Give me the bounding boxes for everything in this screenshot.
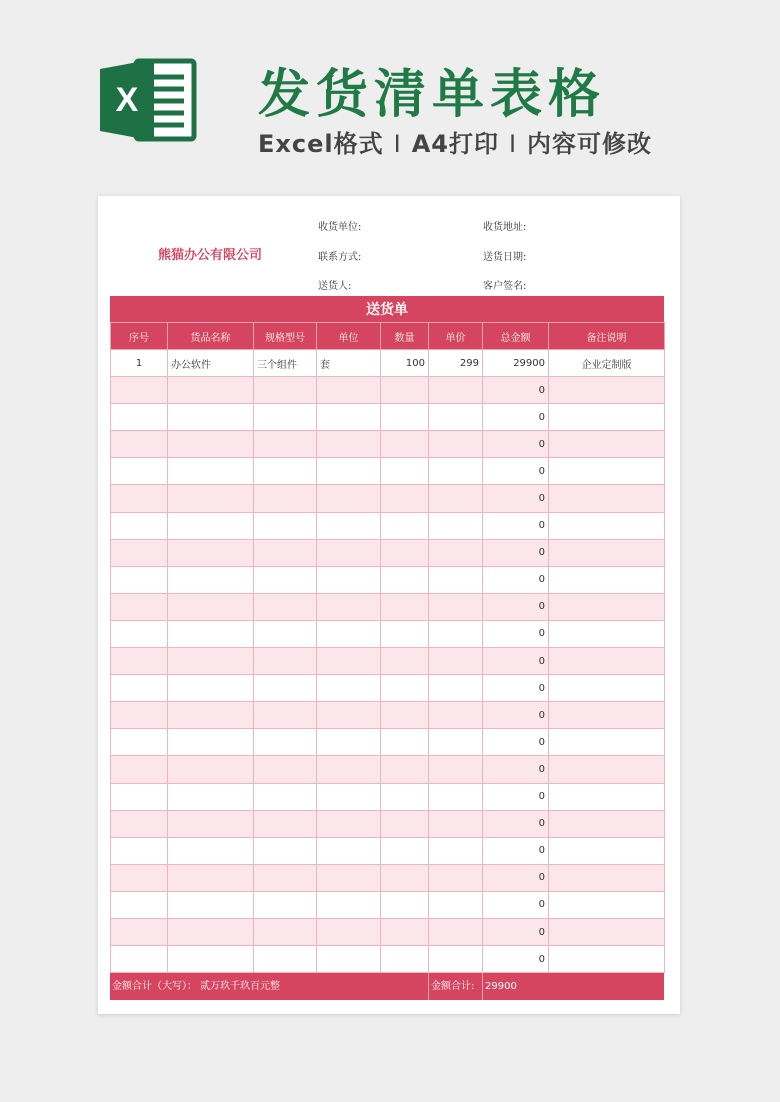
cell-unit-price[interactable] (429, 783, 483, 810)
column-header[interactable]: 货品名称 (168, 323, 254, 350)
subtitle-separator: I (393, 130, 402, 158)
cell-remark[interactable] (549, 729, 665, 756)
table-row (111, 783, 665, 810)
cell-unit-price[interactable] (429, 539, 483, 566)
cell-remark[interactable] (549, 458, 665, 485)
table-row (111, 377, 665, 404)
cell-quantity[interactable] (381, 648, 429, 675)
cell-spec[interactable] (254, 864, 317, 891)
cell-item-name[interactable] (168, 620, 254, 647)
cell-item-name[interactable] (168, 891, 254, 918)
cell-unit-price[interactable] (429, 810, 483, 837)
subtitle-format: Excel格式 (258, 130, 384, 158)
table-row (111, 539, 665, 566)
cell-index[interactable] (111, 431, 168, 458)
cell-remark[interactable] (549, 566, 665, 593)
cell-remark[interactable] (549, 837, 665, 864)
cell-item-name[interactable] (168, 458, 254, 485)
cell-item-name[interactable] (168, 702, 254, 729)
column-header[interactable]: 规格型号 (254, 323, 317, 350)
table-row (111, 620, 665, 647)
cell-item-name[interactable] (168, 837, 254, 864)
cell-quantity[interactable] (381, 620, 429, 647)
cell-quantity[interactable] (381, 756, 429, 783)
table-row (111, 702, 665, 729)
cell-item-name[interactable] (168, 783, 254, 810)
cell-spec[interactable] (254, 729, 317, 756)
cell-quantity[interactable] (381, 783, 429, 810)
cell-item-name[interactable] (168, 918, 254, 945)
table-row (111, 566, 665, 593)
page-subtitle (258, 124, 652, 159)
table-row (111, 918, 665, 945)
table-row (111, 946, 665, 973)
company-name[interactable]: 熊猫办公有限公司 (158, 248, 263, 263)
cell-quantity[interactable] (381, 539, 429, 566)
cell-index[interactable] (111, 810, 168, 837)
cell-unit[interactable] (317, 918, 381, 945)
cell-remark[interactable] (549, 783, 665, 810)
document-page (98, 196, 680, 1014)
cell-spec[interactable] (254, 675, 317, 702)
cell-total[interactable]: 0 (483, 918, 549, 945)
cell-item-name[interactable] (168, 431, 254, 458)
cell-remark[interactable] (549, 946, 665, 973)
cell-index[interactable] (111, 485, 168, 512)
cell-remark[interactable] (549, 675, 665, 702)
cell-total[interactable]: 0 (483, 891, 549, 918)
cell-unit[interactable] (317, 648, 381, 675)
cell-quantity[interactable] (381, 810, 429, 837)
cell-item-name[interactable] (168, 810, 254, 837)
cell-unit[interactable] (317, 620, 381, 647)
total-label: 金额合计: (431, 981, 475, 992)
cell-spec[interactable] (254, 756, 317, 783)
table-row (111, 891, 665, 918)
cell-index[interactable]: 1 (111, 350, 168, 377)
cell-spec[interactable] (254, 648, 317, 675)
cell-index[interactable] (111, 837, 168, 864)
cell-unit-price[interactable] (429, 431, 483, 458)
cell-item-name[interactable] (168, 864, 254, 891)
cell-quantity[interactable] (381, 593, 429, 620)
cell-remark[interactable] (549, 702, 665, 729)
cell-unit[interactable] (317, 702, 381, 729)
cell-quantity[interactable] (381, 377, 429, 404)
cell-spec[interactable] (254, 783, 317, 810)
cell-item-name[interactable] (168, 404, 254, 431)
cell-unit[interactable] (317, 593, 381, 620)
cell-spec[interactable]: 三个组件 (254, 350, 317, 377)
cell-quantity[interactable] (381, 675, 429, 702)
cell-total[interactable]: 0 (483, 729, 549, 756)
cell-unit-price[interactable] (429, 404, 483, 431)
cell-remark[interactable] (549, 377, 665, 404)
table-row (111, 675, 665, 702)
cell-unit-price[interactable] (429, 729, 483, 756)
total-footer (110, 973, 664, 1000)
table-row (111, 729, 665, 756)
cell-quantity[interactable] (381, 458, 429, 485)
cell-item-name[interactable] (168, 539, 254, 566)
cell-spec[interactable] (254, 485, 317, 512)
cell-spec[interactable] (254, 404, 317, 431)
cell-quantity[interactable] (381, 729, 429, 756)
cell-spec[interactable] (254, 539, 317, 566)
cell-unit-price[interactable] (429, 702, 483, 729)
cell-remark[interactable] (549, 810, 665, 837)
cell-unit-price[interactable] (429, 458, 483, 485)
table-row (111, 756, 665, 783)
delivery-sheet (110, 296, 664, 973)
cell-item-name[interactable] (168, 485, 254, 512)
table-row (111, 648, 665, 675)
cell-item-name[interactable] (168, 946, 254, 973)
table-row (111, 404, 665, 431)
cell-unit[interactable] (317, 566, 381, 593)
cell-index[interactable] (111, 512, 168, 539)
cell-unit-price[interactable] (429, 675, 483, 702)
column-header[interactable]: 序号 (111, 323, 168, 350)
page-title: 发货清单表格 (258, 65, 607, 125)
cell-total[interactable]: 0 (483, 783, 549, 810)
cell-remark[interactable] (549, 648, 665, 675)
cell-total[interactable]: 0 (483, 566, 549, 593)
delivery-date-label[interactable]: 送货日期: (483, 252, 527, 263)
cell-unit-price[interactable] (429, 918, 483, 945)
cell-spec[interactable] (254, 918, 317, 945)
cell-unit-price[interactable] (429, 891, 483, 918)
cell-unit[interactable] (317, 404, 381, 431)
cell-total[interactable]: 0 (483, 620, 549, 647)
table-row (111, 593, 665, 620)
cell-spec[interactable] (254, 431, 317, 458)
cell-index[interactable] (111, 783, 168, 810)
cell-index[interactable] (111, 458, 168, 485)
cell-quantity[interactable] (381, 431, 429, 458)
cell-index[interactable] (111, 864, 168, 891)
table-body (111, 350, 665, 973)
total-words-label: 金额合计（大写）： (112, 981, 197, 992)
cell-total[interactable]: 0 (483, 946, 549, 973)
cell-index[interactable] (111, 675, 168, 702)
cell-unit[interactable] (317, 729, 381, 756)
table-row (111, 485, 665, 512)
cell-spec[interactable] (254, 566, 317, 593)
cell-spec[interactable] (254, 891, 317, 918)
cell-unit-price[interactable] (429, 864, 483, 891)
cell-unit-price[interactable] (429, 837, 483, 864)
footer-divider (428, 973, 429, 1000)
cell-remark[interactable]: 企业定制版 (549, 350, 665, 377)
cell-spec[interactable] (254, 458, 317, 485)
cell-unit[interactable]: 套 (317, 350, 381, 377)
cell-total[interactable]: 0 (483, 485, 549, 512)
subtitle-print: A4打印 (411, 130, 499, 158)
cell-quantity[interactable] (381, 837, 429, 864)
contact-label[interactable]: 联系方式: (318, 252, 362, 263)
cell-remark[interactable] (549, 404, 665, 431)
cell-unit-price[interactable] (429, 512, 483, 539)
cell-item-name[interactable] (168, 648, 254, 675)
cell-spec[interactable] (254, 810, 317, 837)
cell-remark[interactable] (549, 620, 665, 647)
cell-index[interactable] (111, 891, 168, 918)
cell-unit-price[interactable] (429, 593, 483, 620)
cell-unit[interactable] (317, 756, 381, 783)
cell-remark[interactable] (549, 756, 665, 783)
cell-item-name[interactable] (168, 675, 254, 702)
cell-unit-price[interactable] (429, 566, 483, 593)
cell-item-name[interactable] (168, 729, 254, 756)
cell-unit[interactable] (317, 485, 381, 512)
column-header[interactable]: 数量 (381, 323, 429, 350)
cell-item-name[interactable] (168, 756, 254, 783)
cell-total[interactable]: 0 (483, 648, 549, 675)
cell-unit-price[interactable] (429, 377, 483, 404)
cell-spec[interactable] (254, 593, 317, 620)
cell-total[interactable]: 0 (483, 512, 549, 539)
cell-total[interactable]: 0 (483, 756, 549, 783)
cell-unit[interactable] (317, 946, 381, 973)
footer-divider (482, 973, 483, 1000)
cell-spec[interactable] (254, 377, 317, 404)
cell-quantity[interactable] (381, 864, 429, 891)
table-row (111, 458, 665, 485)
cell-index[interactable] (111, 918, 168, 945)
cell-remark[interactable] (549, 485, 665, 512)
cell-unit-price[interactable] (429, 946, 483, 973)
table-header-row (111, 323, 665, 350)
cell-index[interactable] (111, 648, 168, 675)
cell-quantity[interactable] (381, 512, 429, 539)
cell-index[interactable] (111, 620, 168, 647)
cell-unit-price[interactable]: 299 (429, 350, 483, 377)
table-row (111, 431, 665, 458)
cell-item-name[interactable] (168, 377, 254, 404)
cell-unit[interactable] (317, 891, 381, 918)
cell-remark[interactable] (549, 512, 665, 539)
cell-remark[interactable] (549, 918, 665, 945)
table-row (111, 350, 665, 377)
cell-spec[interactable] (254, 702, 317, 729)
table-row (111, 837, 665, 864)
customer-sign-label[interactable]: 客户签名: (483, 281, 527, 292)
delivery-table (110, 322, 665, 973)
cell-quantity[interactable]: 100 (381, 350, 429, 377)
cell-item-name[interactable]: 办公软件 (168, 350, 254, 377)
cell-index[interactable] (111, 566, 168, 593)
cell-index[interactable] (111, 946, 168, 973)
cell-remark[interactable] (549, 431, 665, 458)
cell-remark[interactable] (549, 593, 665, 620)
cell-spec[interactable] (254, 837, 317, 864)
cell-quantity[interactable] (381, 891, 429, 918)
cell-quantity[interactable] (381, 404, 429, 431)
cell-index[interactable] (111, 702, 168, 729)
receiver-address-label[interactable]: 收货地址: (483, 222, 527, 233)
cell-total[interactable]: 0 (483, 675, 549, 702)
cell-unit-price[interactable] (429, 485, 483, 512)
cell-unit-price[interactable] (429, 620, 483, 647)
cell-total[interactable]: 29900 (483, 350, 549, 377)
subtitle-editable: 内容可修改 (527, 130, 653, 158)
cell-unit[interactable] (317, 837, 381, 864)
total-words-value[interactable]: 贰万玖千玖百元整 (200, 981, 280, 992)
excel-letter: X (115, 81, 139, 119)
cell-spec[interactable] (254, 946, 317, 973)
column-header[interactable]: 备注说明 (549, 323, 665, 350)
cell-total[interactable]: 0 (483, 864, 549, 891)
cell-index[interactable] (111, 756, 168, 783)
table-row (111, 512, 665, 539)
cell-unit[interactable] (317, 431, 381, 458)
cell-remark[interactable] (549, 864, 665, 891)
cell-item-name[interactable] (168, 512, 254, 539)
cell-index[interactable] (111, 729, 168, 756)
column-header[interactable]: 单价 (429, 323, 483, 350)
cell-quantity[interactable] (381, 566, 429, 593)
cell-unit[interactable] (317, 539, 381, 566)
cell-unit[interactable] (317, 864, 381, 891)
table-row (111, 810, 665, 837)
total-value[interactable]: 29900 (485, 981, 517, 992)
cell-quantity[interactable] (381, 918, 429, 945)
table-row (111, 864, 665, 891)
cell-quantity[interactable] (381, 485, 429, 512)
cell-unit[interactable] (317, 810, 381, 837)
cell-index[interactable] (111, 593, 168, 620)
cell-spec[interactable] (254, 512, 317, 539)
cell-total[interactable]: 0 (483, 404, 549, 431)
cell-unit[interactable] (317, 458, 381, 485)
receiver-unit-label[interactable]: 收货单位: (318, 222, 362, 233)
cell-total[interactable]: 0 (483, 837, 549, 864)
header-banner (0, 0, 780, 190)
cell-total[interactable]: 0 (483, 377, 549, 404)
cell-total[interactable]: 0 (483, 458, 549, 485)
cell-quantity[interactable] (381, 702, 429, 729)
cell-total[interactable]: 0 (483, 539, 549, 566)
cell-remark[interactable] (549, 539, 665, 566)
cell-unit[interactable] (317, 783, 381, 810)
sheet-title[interactable]: 送货单 (110, 296, 664, 322)
cell-unit[interactable] (317, 512, 381, 539)
cell-index[interactable] (111, 377, 168, 404)
column-header[interactable]: 总金额 (483, 323, 549, 350)
cell-spec[interactable] (254, 620, 317, 647)
deliverer-label[interactable]: 送货人: (318, 281, 352, 292)
cell-total[interactable]: 0 (483, 810, 549, 837)
cell-unit[interactable] (317, 675, 381, 702)
cell-quantity[interactable] (381, 946, 429, 973)
cell-index[interactable] (111, 404, 168, 431)
cell-total[interactable]: 0 (483, 431, 549, 458)
cell-unit-price[interactable] (429, 648, 483, 675)
cell-item-name[interactable] (168, 566, 254, 593)
cell-unit[interactable] (317, 377, 381, 404)
cell-remark[interactable] (549, 891, 665, 918)
cell-total[interactable]: 0 (483, 702, 549, 729)
cell-total[interactable]: 0 (483, 593, 549, 620)
cell-index[interactable] (111, 539, 168, 566)
subtitle-separator: I (508, 130, 518, 158)
cell-item-name[interactable] (168, 593, 254, 620)
excel-icon (98, 55, 198, 145)
cell-unit-price[interactable] (429, 756, 483, 783)
column-header[interactable]: 单位 (317, 323, 381, 350)
